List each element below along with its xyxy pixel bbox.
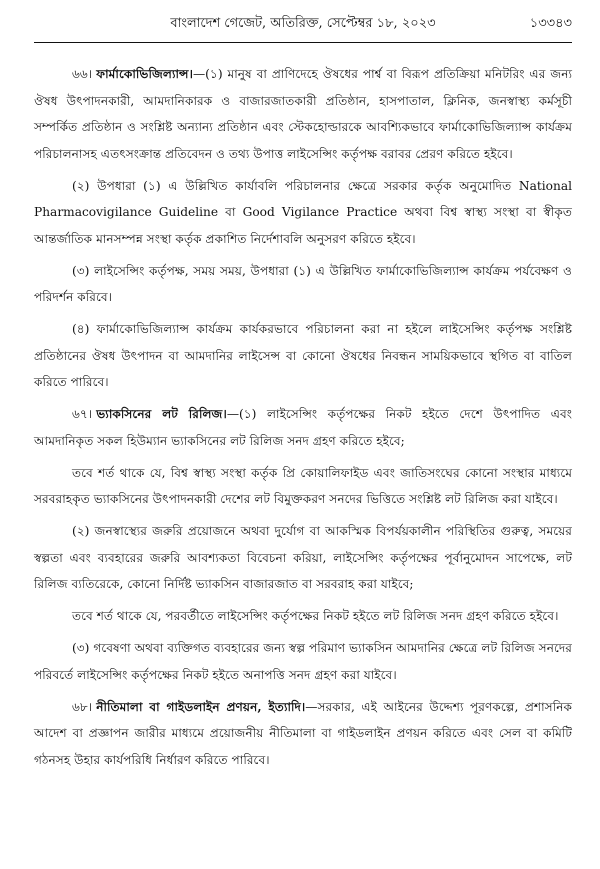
section-67-number: ৬৭। — [72, 407, 93, 421]
section-66-subsection-4: (৪) ফার্মাকোভিজিল্যান্স কার্যক্রম কার্যকরভাবে পরিচালনা করা না হইলে লাইসেন্সিং কর্তৃপক্ষ সংশ্লিষ্ট প্রতিষ্ঠানের ঔষধ উৎপাদন বা আমদানির লাইসেন্স বা কোনো ঔষধের নিবন্ধন সাময়িকভাবে স্থগিত বা বাতিল করিতে পারিবে। — [34, 322, 572, 389]
section-66-heading: ফার্মাকোভিজিল্যান্স। — [96, 67, 193, 81]
section-68-heading: নীতিমালা বা গাইডলাইন প্রণয়ন, ইত্যাদি। — [96, 699, 306, 714]
section-67-text-1: —(১) লাইসেন্সিং কর্তৃপক্ষের নিকট হইতে দেশে উৎপাদিত এবং আমদানিকৃত সকল হিউম্যান ভ্যাকসিনের লট রিলিজ সনদ গ্রহণ করিতে হইবে; — [34, 407, 572, 448]
section-67-subsection-3: (৩) গবেষণা অথবা ব্যক্তিগত ব্যবহারের জন্য স্বল্প পরিমাণ ভ্যাকসিন আমদানির ক্ষেত্রে লট রিলিজ সনদের পরিবর্তে লাইসেন্সিং কর্তৃপক্ষের নিকট হইতে অনাপত্তি সনদ গ্রহণ করা যাইবে। — [34, 641, 572, 682]
page-header — [34, 10, 572, 43]
section-66-number: ৬৬। — [72, 67, 93, 81]
section-66-text-1: —(১) মানুষ বা প্রাণিদেহে ঔষধের পার্শ্ব বা বিরূপ প্রতিক্রিয়া মনিটরিং এর জন্য ঔষধ উৎপাদনকারী, আমদানিকারক ও বাজারজাতকারী প্রতিষ্ঠান, হাসপাতাল, ক্লিনিক, জনস্বাস্থ্য কর্মসূচী সম্পর্কিত প্রতিষ্ঠান ও সংশ্লিষ্ট অন্যান্য প্রতিষ্ঠান এবং স্টেকহোল্ডারকে আবশ্যিকভাবে ফার্মাকোভিজিল্যান্স কার্যক্রম পরিচালনাসহ এতৎসংক্রান্ত প্রতিবেদন ও তথ্য উপাত্ত লাইসেন্সিং কর্তৃপক্ষ বরাবর প্রেরণ করিতে হইবে। — [34, 67, 572, 161]
section-68-text — [34, 694, 572, 774]
section-66-subsection-2: (২) উপধারা (১) এ উল্লিখিত কার্যাবলি পরিচালনার ক্ষেত্রে সরকার কর্তৃক অনুমোদিত National Pharmacovigilance Guideline বা Good Vigilance Practice অথবা বিশ্ব স্বাস্থ্য সংস্থা বা স্বীকৃত আন্তর্জাতিক মানসম্পন্ন সংস্থা কর্তৃক প্রকাশিত নির্দেশাবলি অনুসরণ করিতে হইবে। — [34, 178, 572, 246]
section-66-subsection-1 — [34, 61, 572, 167]
section-67-proviso-1: তবে শর্ত থাকে যে, বিশ্ব স্বাস্থ্য সংস্থা কর্তৃক প্রি কোয়ালিফাইড এবং জাতিসংঘের কোনো সংস্থার মাধ্যমে সরবরাহকৃত ভ্যাকসিনের উৎপাদনকারী দেশের লট বিমুক্তকরণ সনদের ভিত্তিতে সংশ্লিষ্ট লট রিলিজ করা যাইবে। — [34, 465, 572, 506]
section-67-subsection-1 — [34, 401, 572, 454]
section-67-subsection-2: (২) জনস্বাস্থ্যের জরুরি প্রয়োজনে অথবা দুর্যোগ বা আকস্মিক বিপর্যয়কালীন পরিস্থিতির গুরুত্ব, সময়ের স্বল্পতা এবং ব্যবহারের জরুরি আবশ্যকতা বিবেচনা করিয়া, লাইসেন্সিং কর্তৃপক্ষের পূর্বানুমোদন সাপেক্ষে, লট রিলিজ ব্যতিরেকে, কোনো নির্দিষ্ট ভ্যাকসিন বাজারজাত বা সরবরাহ করা যাইবে; — [34, 524, 572, 591]
page-number: ১৩৩৪৩ — [529, 16, 572, 31]
gazette-title: বাংলাদেশ গেজেট, অতিরিক্ত, সেপ্টেম্বর ১৮, ২০২৩ — [170, 16, 436, 31]
section-68-text-1: —সরকার, এই আইনের উদ্দেশ্য পূরণকল্পে, প্রশাসনিক আদেশ বা প্রজ্ঞাপন জারীর মাধ্যমে প্রয়োজনীয় নীতিমালা বা গাইডলাইন প্রণয়ন করিতে এবং সেল বা কমিটি গঠনসহ উহার কার্যপরিধি নির্ধারণ করিতে পারিবে। — [34, 699, 573, 767]
section-67-heading: ভ্যাকসিনের লট রিলিজ। — [96, 407, 227, 421]
section-67-proviso-2: তবে শর্ত থাকে যে, পরবর্তীতে লাইসেন্সিং কর্তৃপক্ষের নিকট হইতে লট রিলিজ সনদ গ্রহণ করিতে হইবে। — [72, 609, 559, 623]
section-66-subsection-3: (৩) লাইসেন্সিং কর্তৃপক্ষ, সময় সময়, উপধারা (১) এ উল্লিখিত ফার্মাকোভিজিল্যান্স কার্যক্রম পর্যবেক্ষণ ও পরিদর্শন করিবে। — [34, 263, 572, 304]
section-68-number: ৬৮। — [72, 699, 93, 714]
